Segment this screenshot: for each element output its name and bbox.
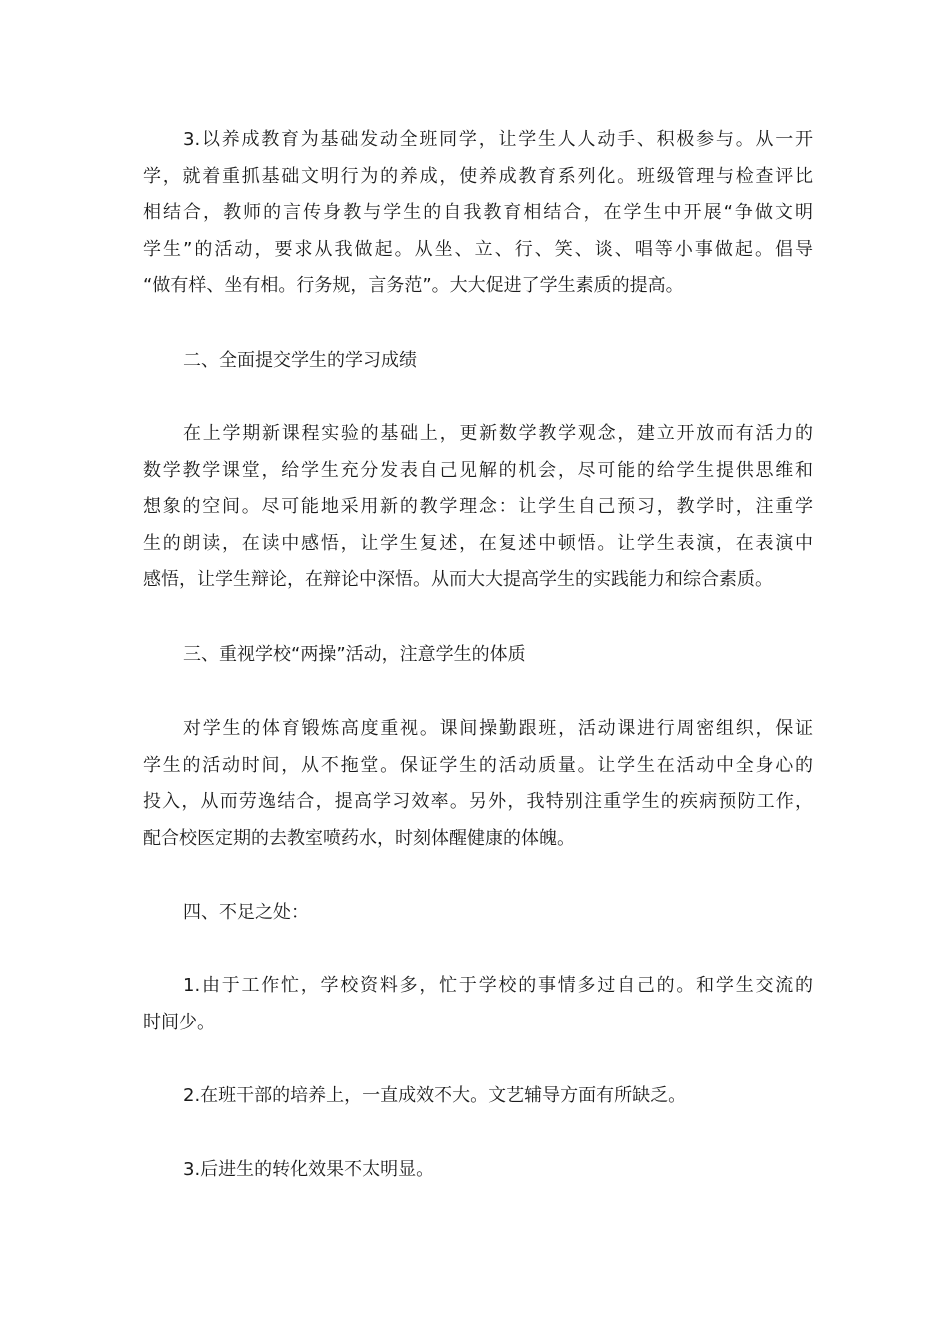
paragraph-line: 生的朗读，在读中感悟，让学生复述，在复述中顿悟。让学生表演，在表演中 xyxy=(143,532,813,554)
paragraph-line: 数学教学课堂，给学生充分发表自己见解的机会，尽可能的给学生提供思维和 xyxy=(143,459,813,481)
list-item-2: 2.在班干部的培养上，一直成效不大。文艺辅导方面有所缺乏。 xyxy=(183,1085,687,1106)
paragraph-physical xyxy=(143,711,813,857)
section-heading-4: 四、不足之处： xyxy=(183,902,309,923)
paragraph-line: 3.以养成教育为基础发动全班同学，让学生人人动手、积极参与。从一开 xyxy=(183,129,813,150)
paragraph-line: 在上学期新课程实验的基础上，更新数学教学观念，建立开放而有活力的 xyxy=(183,423,813,444)
paragraph-line: 学生的活动时间，从不拖堂。保证学生的活动质量。让学生在活动中全身心的 xyxy=(143,754,813,776)
paragraph-line: 感悟，让学生辩论，在辩论中深悟。从而大大提高学生的实践能力和综合素质。 xyxy=(143,569,773,590)
paragraph-line: 配合校医定期的去教室喷药水，时刻体醒健康的体魄。 xyxy=(143,827,575,849)
paragraph-learning xyxy=(143,416,813,599)
list-item-3: 3.后进生的转化效果不太明显。 xyxy=(183,1159,435,1180)
paragraph-line: 时间少。 xyxy=(143,1011,215,1033)
section-heading-2: 二、全面提交学生的学习成绩 xyxy=(183,350,417,371)
paragraph-line: 相结合，教师的言传身教与学生的自我教育相结合，在学生中开展“争做文明 xyxy=(143,202,813,223)
section-heading-3: 三、重视学校“两操”活动，注意学生的体质 xyxy=(183,644,526,665)
paragraph-line: 想象的空间。尽可能地采用新的教学理念：让学生自己预习，教学时，注重学 xyxy=(143,496,813,517)
paragraph-line: 学生”的活动，要求从我做起。从坐、立、行、笑、谈、唱等小事做起。倡导 xyxy=(143,238,813,260)
paragraph-line: 对学生的体育锻炼高度重视。课间操勤跟班，活动课进行周密组织，保证 xyxy=(183,718,813,739)
paragraph-habit-education xyxy=(143,122,813,305)
paragraph-line: 投入，从而劳逸结合，提高学习效率。另外，我特别注重学生的疾病预防工作， xyxy=(143,791,813,812)
paragraph-line: “做有样、坐有相。行务规，言务范”。大大促进了学生素质的提高。 xyxy=(143,275,684,296)
paragraph-line: 1.由于工作忙，学校资料多，忙于学校的事情多过自己的。和学生交流的 xyxy=(183,975,813,996)
paragraph-line: 学，就着重抓基础文明行为的养成，使养成教育系列化。班级管理与检查评比 xyxy=(143,165,813,187)
list-item-1 xyxy=(143,968,813,1041)
